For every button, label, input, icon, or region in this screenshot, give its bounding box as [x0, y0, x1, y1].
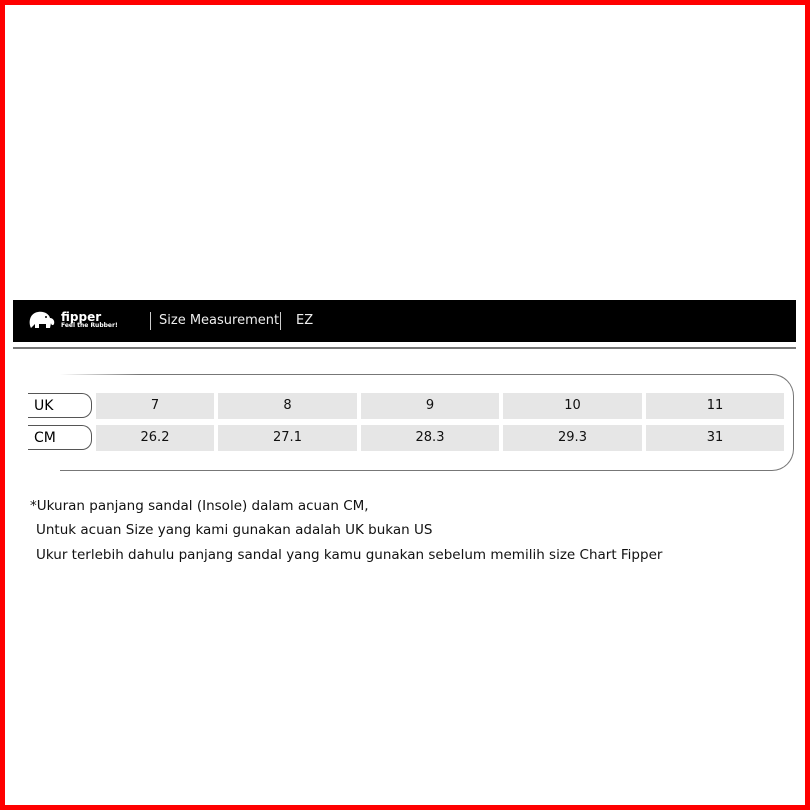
size-table-frame	[60, 374, 794, 471]
table-cell: 8	[218, 393, 357, 419]
table-cell: 11	[646, 393, 784, 419]
note-line: Untuk acuan Size yang kami gunakan adalah UK bukan US	[36, 522, 433, 538]
table-cell: 7	[96, 393, 214, 419]
model-name: EZ	[296, 313, 314, 328]
table-cell: 26.2	[96, 425, 214, 451]
page-title: Size Measurement	[159, 313, 280, 328]
table-cell: 10	[503, 393, 642, 419]
row-label-cm: CM	[28, 425, 92, 450]
divider	[150, 312, 151, 330]
header-bar	[13, 300, 796, 342]
fipper-logo	[27, 308, 118, 332]
row-label-uk: UK	[28, 393, 92, 418]
table-cell: 27.1	[218, 425, 357, 451]
table-cell: 28.3	[361, 425, 499, 451]
table-cell: 31	[646, 425, 784, 451]
brand-name: fipper	[61, 310, 102, 324]
table-cell: 9	[361, 393, 499, 419]
divider	[280, 312, 281, 330]
header-rule	[13, 347, 796, 349]
note-line: Ukur terlebih dahulu panjang sandal yang kamu gunakan sebelum memilih size Chart Fipper	[36, 547, 663, 563]
table-cell: 29.3	[503, 425, 642, 451]
elephant-icon	[27, 308, 57, 332]
note-line: *Ukuran panjang sandal (Insole) dalam acuan CM,	[30, 498, 369, 514]
brand-tagline: Feel the Rubber!	[61, 322, 118, 329]
